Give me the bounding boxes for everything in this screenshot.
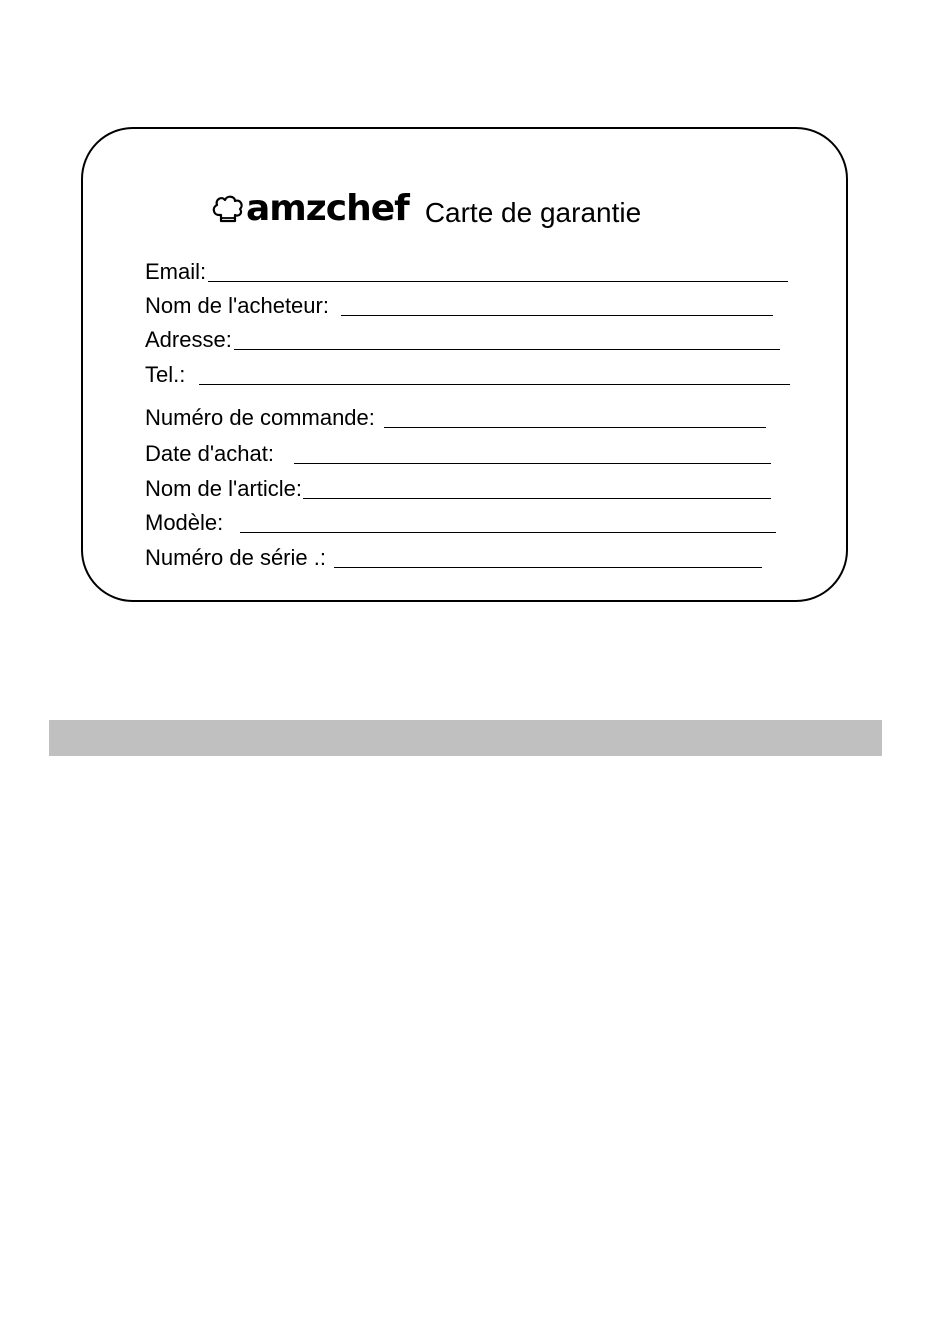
form-field-address	[145, 323, 780, 351]
article-name-write-line[interactable]	[303, 498, 771, 499]
brand-logo	[211, 188, 409, 229]
warranty-card	[81, 127, 848, 602]
form-field-serial-number	[145, 541, 762, 569]
field-label: Adresse:	[145, 327, 232, 352]
card-header	[211, 177, 641, 227]
form-field-article-name	[145, 472, 771, 500]
form-field-buyer-name	[145, 289, 773, 317]
form-field-purchase-date	[145, 437, 771, 465]
address-write-line[interactable]	[234, 349, 780, 350]
field-label: Nom de l'article:	[145, 476, 303, 501]
form-field-model	[145, 506, 776, 534]
form-field-email	[145, 255, 788, 283]
model-write-line[interactable]	[240, 532, 776, 533]
card-title: Carte de garantie	[424, 197, 642, 228]
field-label: Tel.:	[145, 362, 186, 387]
field-label: Modèle:	[145, 510, 224, 535]
field-label: Date d'achat:	[145, 441, 274, 466]
field-label: Numéro de commande:	[145, 405, 375, 430]
field-label: Numéro de série .:	[145, 545, 326, 570]
buyer-name-write-line[interactable]	[341, 315, 773, 316]
form-field-tel	[145, 358, 790, 386]
field-label: Nom de l'acheteur:	[145, 293, 329, 318]
section-divider-bar	[49, 720, 882, 756]
brand-name: amzchef	[246, 188, 409, 229]
field-label: Email:	[145, 259, 207, 284]
serial-number-write-line[interactable]	[334, 567, 762, 568]
chef-hat-icon	[211, 191, 245, 225]
email-write-line[interactable]	[208, 281, 788, 282]
order-number-write-line[interactable]	[384, 427, 766, 428]
form-field-order-number	[145, 401, 766, 429]
purchase-date-write-line[interactable]	[294, 463, 771, 464]
tel-write-line[interactable]	[199, 384, 790, 385]
